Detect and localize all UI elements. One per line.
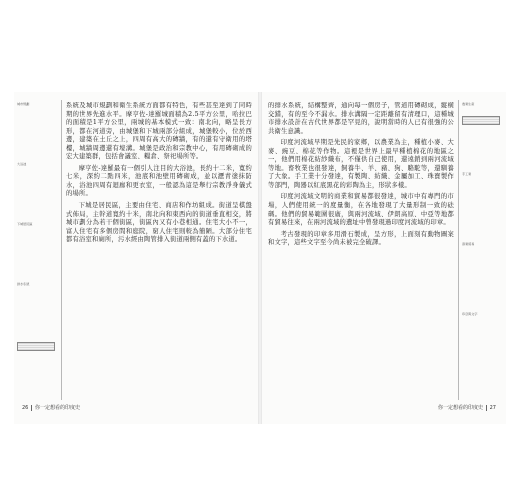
right-footer — [438, 404, 496, 411]
running-footer: 你一定想看的印度史 — [438, 405, 484, 411]
book-spread — [14, 92, 506, 424]
running-footer: 你一定想看的印度史 — [34, 405, 80, 411]
margin-note: 大浴池 — [17, 162, 27, 166]
body-paragraph: 印度河流域早期是先民的家鄉，以農業為主，種植小麥、大麥、豌豆、棉花等作物。這裡是世界上最早種植棉花的地區之一，他們用棉花紡紗織布，不僅供自己使用，還遠銷到兩河流域等地。畜牧業也很發達，飼養牛、羊、豬、狗、駱駝等，還馴養了大象。手工業十分發達，有製陶、紡織、金屬加工、珠寶製作等部門，陶器以紅底黑花的彩陶為主，形狀多樣。 — [268, 139, 454, 189]
margin-note: 城市規劃 — [17, 102, 30, 106]
right-body-text — [268, 102, 454, 398]
body-paragraph: 摩亨佐-達羅最有一個引人注目的大浴池，長約十二米，寬約七米，深約二點四米，池底和池壁用磚砌成，並以瀝青塗抹防水，浴池四周有迴廊和更衣室，一般認為這是舉行宗教淨身儀式的場所。 — [66, 164, 252, 198]
margin-note: 農業生產 — [462, 102, 475, 106]
margin-note: 商業貿易 — [462, 242, 475, 246]
margin-note: 印章與文字 — [462, 312, 478, 316]
margin-figure — [17, 342, 57, 351]
left-body-text — [66, 102, 252, 398]
margin-rule — [61, 100, 62, 400]
left-page — [14, 92, 258, 424]
margin-figure — [462, 116, 502, 125]
margin-note: 手工業 — [462, 172, 472, 176]
body-paragraph: 的排水系統，結構整齊，通向每一個房子，管道用磚砌成，縱橫交錯，有的至今不漏水。排水溝隔一定距離留有清理口，這種城市排水設計在古代世界都是罕見的，說明當時的人已有很強的公共衛生意識。 — [268, 102, 454, 135]
page-number: 26 — [22, 404, 29, 411]
body-paragraph: 下城是居民區，主要由住宅、商店和作坊組成。街道呈棋盤式佈局，主幹道寬約十米，南北向和東西向的街道垂直相交，將城市劃分為若干個街區，街區內又有小巷相通。住宅大小不一，富人住宅有多個房間和庭院，窮人住宅則較為簡陋。大部分住宅都有浴室和廁所，污水經由陶管排入街道兩側有蓋的下水道。 — [66, 202, 252, 244]
body-paragraph: 考古發現的印章多用滑石製成，呈方形，上面刻有動物圖案和文字，這些文字至今尚未被完全破譯。 — [268, 230, 454, 247]
page-number: 27 — [489, 404, 496, 411]
margin-note: 下城居民區 — [17, 222, 33, 226]
left-footer — [22, 404, 80, 411]
footer-separator — [486, 405, 487, 411]
body-paragraph: 印度河流域文明的商業和貿易都很發達，城市中有專門的市場，人們使用統一的度量衡，在各地發現了大量形制一致的砝碼。他們的貿易範圍很廣，與兩河流域、伊朗高原、中亞等地都有貿易往來，在兩河流域的遺址中曾發現過印度河流域的印章。 — [268, 193, 454, 227]
right-page — [262, 92, 506, 424]
margin-note: 排水系統 — [17, 282, 30, 286]
footer-separator — [31, 405, 32, 411]
body-paragraph: 系統及城市規劃和衛生系統方面都有特色，有些甚至達到了同時期的世界先進水平。摩亨佐-達羅城面積為2.5平方公里，哈拉巴的面積是1平方公里，兩城的基本模式一致：南北向，略呈長方形，都在河道旁，由城堡和下城兩部分組成，城堡較小，位於西邊，建築在土丘之上，四周有高大的磚牆，有的還有守衛用的塔樓，城牆周邊還有壕溝。城堡是政治和宗教中心，有用磚砌成的宏大建築群，包括會議室、糧倉、祭祀場所等。 — [66, 102, 252, 161]
margin-rule — [458, 100, 459, 400]
